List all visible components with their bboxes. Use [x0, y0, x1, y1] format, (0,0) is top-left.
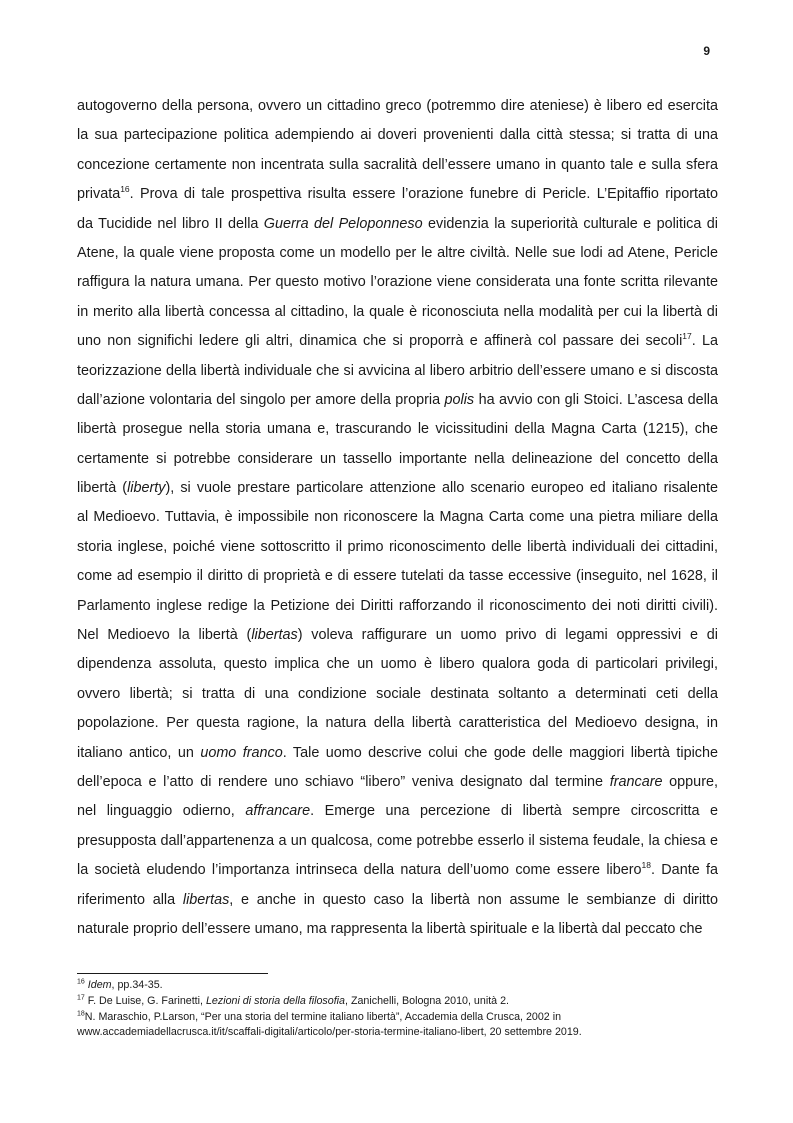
text-run: come ad esempio il diritto di proprietà e di essere tutelati da tasse eccessive (inseguito, nel 1628, il	[77, 568, 718, 585]
paragraph-line	[77, 680, 718, 709]
italic-text: libertas	[251, 627, 298, 644]
paragraph-line	[77, 415, 718, 444]
text-run: concezione certamente non incentrata sulla sacralità dell’essere umano in quanto tale e sulla sfera	[77, 156, 718, 173]
text-run: dipendenza assoluta, questo implica che un uomo è libero qualora goda di particolari privilegi,	[77, 656, 718, 673]
text-run: . Tale uomo descrive colui che gode delle maggiori libertà tipiche	[282, 744, 718, 761]
paragraph-line	[77, 650, 718, 679]
text-run: Atene, la quale viene proposta come un modello per le altre civiltà. Nelle sue lodi ad Atene, Pericle	[77, 244, 718, 261]
text-run: . Dante fa	[651, 862, 718, 879]
footnote-reference: 17	[77, 994, 85, 1002]
text-run: ha avvio con gli Stoici. L’ascesa della	[474, 391, 718, 408]
paragraph-line	[77, 180, 718, 209]
text-run: italiano antico, un	[77, 744, 201, 761]
text-run: raffigura la natura umana. Per questo motivo l’orazione viene considerata una fonte scritta rilevante	[77, 274, 718, 291]
paragraph-line	[77, 709, 718, 738]
paragraph-line	[77, 151, 718, 180]
italic-text: uomo franco	[200, 744, 283, 761]
paragraph-line	[77, 592, 718, 621]
paragraph-line	[77, 386, 718, 415]
italic-text: liberty	[127, 480, 166, 497]
paragraph-line	[77, 268, 718, 297]
text-run: . La	[691, 333, 718, 350]
paragraph-line	[77, 121, 718, 150]
footnote-line	[77, 978, 727, 994]
text-run: , Zanichelli, Bologna 2010, unità 2.	[345, 994, 509, 1007]
paragraph-line	[77, 357, 718, 386]
footnote-line	[77, 994, 727, 1010]
paragraph-line	[77, 856, 718, 885]
paragraph-line	[77, 474, 718, 503]
paragraph-line	[77, 768, 718, 797]
footnote-reference: 17	[682, 331, 692, 342]
footnote-reference: 16	[120, 184, 130, 195]
page-number: 9	[703, 44, 710, 58]
italic-text: Idem	[87, 979, 112, 991]
paragraph-line	[77, 298, 718, 327]
text-run: ovvero libertà; si tratta di una condizione sociale destinata soltanto a determinati ceti della	[77, 685, 718, 702]
italic-text: francare	[609, 773, 663, 790]
text-run: popolazione. Per questa ragione, la natura della libertà caratteristica del Medioevo designa, in	[77, 715, 718, 732]
text-run: riferimento alla	[77, 891, 183, 908]
paragraph-line	[77, 915, 718, 944]
text-run: . Prova di tale prospettiva risulta essere l’orazione funebre di Pericle. L’Epitaffio riportato	[129, 186, 718, 203]
italic-text: Lezioni di storia della filosofia	[205, 994, 345, 1007]
text-run: www.accademiadellacrusca.it/it/scaffali-digitali/articolo/per-storia-termine-italiano-libert, 20 settembre 2019.	[77, 1026, 582, 1039]
paragraph-line	[77, 886, 718, 915]
text-run: al Medioevo. Tuttavia, è impossibile non riconoscere la Magna Carta come una pietra miliare della	[77, 509, 718, 526]
paragraph-line	[77, 445, 718, 474]
text-run: teorizzazione della libertà individuale che si avvicina al libero arbitrio dell’essere umano e si discosta	[77, 362, 718, 379]
paragraph-line	[77, 797, 718, 826]
text-run: autogoverno della persona, ovvero un cittadino greco (potremmo dire ateniese) è libero ed esercita	[77, 98, 718, 114]
italic-text: polis	[444, 391, 475, 408]
italic-text: libertas	[182, 891, 230, 908]
text-run: libertà (	[77, 480, 128, 497]
paragraph-line	[77, 92, 718, 121]
paragraph-line	[77, 533, 718, 562]
paragraph-line	[77, 739, 718, 768]
text-run: la sua partecipazione politica adempiendo ai doveri provenienti dalla città stessa; si tratta di una	[77, 127, 718, 144]
text-run: ) voleva raffigurare un uomo privo di legami oppressivi e di	[297, 627, 719, 644]
text-run: da Tucidide nel libro II della	[77, 215, 264, 232]
text-run: dall’azione volontaria del singolo per amore della propria	[77, 391, 445, 408]
text-run: privata	[77, 186, 121, 203]
text-run: ), si vuole prestare particolare attenzione allo scenario europeo ed italiano risalente	[165, 480, 718, 497]
footnote-line	[77, 1025, 727, 1041]
paragraph-line	[77, 327, 718, 356]
italic-text: Guerra del Peloponneso	[263, 215, 423, 232]
text-run: nel linguaggio odierno,	[77, 803, 246, 820]
text-run: uno non significhi ledere gli altri, dinamica che si proporrà e affinerà col passare dei secoli	[77, 333, 683, 350]
paragraph-line	[77, 827, 718, 856]
footnote-reference: 18	[641, 860, 651, 871]
text-run: . Emerge una percezione di libertà sempre circoscritta e	[310, 803, 718, 820]
footnotes	[77, 978, 727, 1041]
footnote-separator	[77, 973, 268, 974]
text-run: , pp.34-35.	[111, 979, 163, 991]
paragraph-line	[77, 503, 718, 532]
text-run: libertà prosegue nella storia umana e, trascurando le vicissitudini della Magna Carta (1215), che	[77, 421, 718, 438]
text-run: Parlamento inglese redige la Petizione dei Diritti rafforzando il riconoscimento dei noti diritti civili).	[77, 597, 718, 614]
text-run: Nel Medioevo la libertà (	[77, 627, 252, 644]
text-run: naturale proprio dell’essere umano, ma rappresenta la libertà spirituale e la libertà dal peccato che	[77, 920, 703, 937]
text-run: evidenzia la superiorità culturale e politica di	[422, 215, 718, 232]
text-run: , e anche in questo caso la libertà non assume le sembianze di diritto	[229, 891, 719, 908]
paragraph-line	[77, 239, 718, 268]
text-run: dell’epoca e l’atto di rendere uno schiavo “libero” veniva designato dal termine	[77, 773, 610, 790]
paragraph-line	[77, 210, 718, 239]
text-run: la società eludendo l’importanza intrinseca della natura dell’uomo come essere libero	[77, 862, 642, 879]
paragraph-line	[77, 562, 718, 591]
text-run: oppure,	[662, 773, 718, 790]
text-run: F. De Luise, G. Farinetti,	[84, 994, 206, 1007]
footnote-line	[77, 1010, 727, 1026]
text-run: N. Maraschio, P.Larson, “Per una storia del termine italiano libertà”, Accademia della Crusca, 2002 in	[84, 1010, 562, 1023]
text-run: presupposta dall’appartenenza a un qualcosa, come potrebbe esserlo il sistema feudale, la chiesa e	[77, 832, 718, 849]
footnote-reference: 18	[77, 1010, 85, 1018]
italic-text: affrancare	[245, 803, 311, 820]
text-run: storia inglese, poiché viene sottoscritto il primo riconoscimento delle libertà individuali dei cittadini,	[77, 538, 718, 555]
body-text	[77, 92, 718, 944]
footnote-reference: 16	[77, 978, 85, 986]
text-run: certamente si potrebbe considerare un tassello importante nella delineazione del concetto della	[77, 450, 718, 467]
text-run: in merito alla libertà concessa al cittadino, la quale è riconosciuta nella modalità per cui la libertà di	[77, 303, 718, 320]
paragraph-line	[77, 621, 718, 650]
